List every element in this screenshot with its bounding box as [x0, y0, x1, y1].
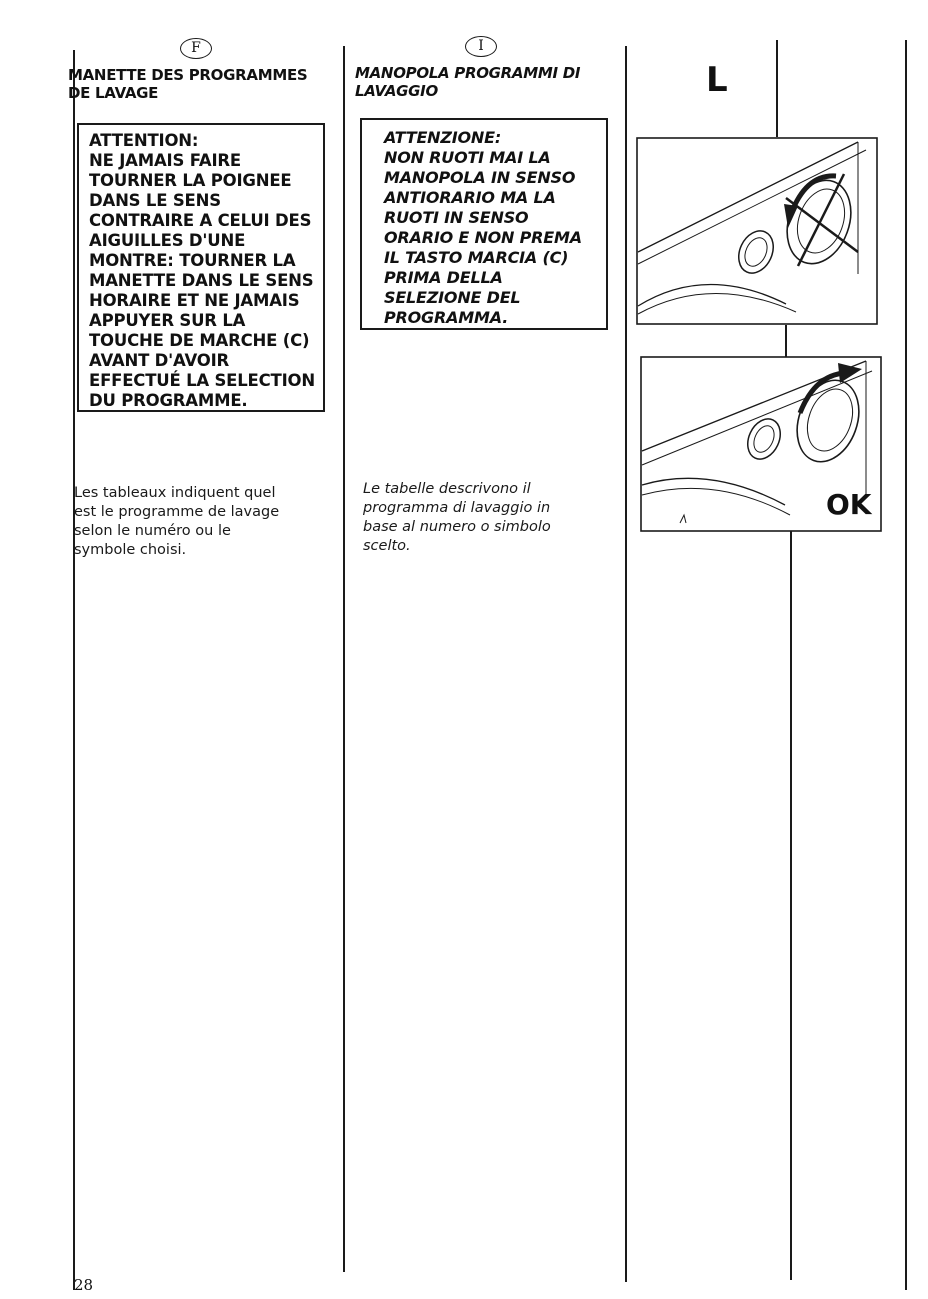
italian-heading: MANOPOLA PROGRAMMI DI LAVAGGIO — [355, 64, 581, 100]
illustration-rule-far-right — [905, 40, 907, 1290]
illustration-rule-top — [776, 40, 778, 137]
column-rule-right — [625, 46, 627, 1282]
ok-label: OK — [826, 488, 872, 521]
page-number: 28 — [74, 1276, 94, 1294]
illustration-rule-mid — [785, 325, 787, 357]
section-letter: L — [706, 60, 728, 100]
column-rule-left — [73, 50, 75, 1290]
italian-language-badge: I — [465, 36, 497, 57]
french-warning-box: ATTENTION: NE JAMAIS FAIRE TOURNER LA POIGNEE DANS LE SENS CONTRAIRE A CELUI DES AIGUILLES D'UNE MONTRE: TOURNER LA MANETTE DANS LE SENS HORAIRE ET NE JAMAIS APPUYER SUR LA TOUCHE DE MARCHE (C) AVANT D'AVOIR EFFECTUÉ LA SELECTION DU PROGRAMME. — [77, 123, 325, 412]
italian-warning-box: ATTENZIONE: NON RUOTI MAI LA MANOPOLA IN SENSO ANTIORARIO MA LA RUOTI IN SENSO ORARIO E NON PREMA IL TASTO MARCIA (C) PRIMA DELLA SELEZIONE DEL PROGRAMMA. — [360, 118, 608, 330]
french-heading: MANETTE DES PROGRAMMES DE LAVAGE — [68, 66, 308, 102]
illustration-rule-bottom — [790, 530, 792, 1280]
italian-body-text: Le tabelle descrivono il programma di lavaggio in base al numero o simbolo scelto. — [363, 481, 551, 554]
dial-wrong-direction-illustration — [636, 134, 880, 328]
french-language-badge: F — [180, 38, 212, 59]
french-body-text: Les tableaux indiquent quel est le programme de lavage selon le numéro ou le symbole choisi. — [74, 485, 280, 558]
column-rule-middle — [343, 46, 345, 1272]
